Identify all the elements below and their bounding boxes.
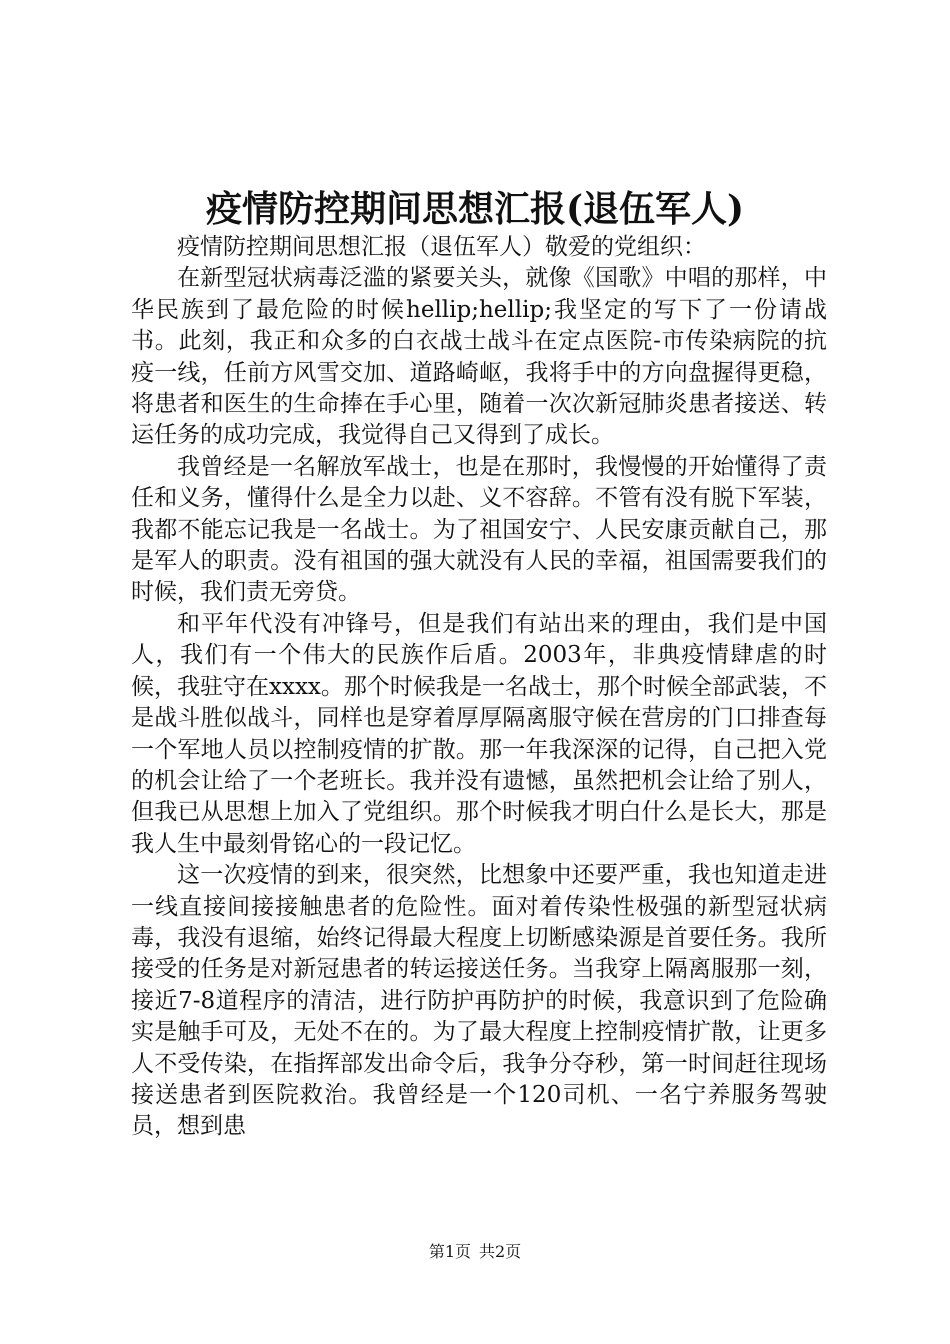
document-title: 疫情防控期间思想汇报(退伍军人) [205,188,745,230]
paragraph: 我曾经是一名解放军战士，也是在那时，我慢慢的开始懂得了责任和义务，懂得什么是全力以赴、义不容辞。不管有没有脱下军装，我都不能忘记我是一名战士。为了祖国安宁、人民安康贡献自己，那是军人的职责。没有祖国的强大就没有人民的幸福，祖国需要我们的时候，我们责无旁贷。 [131,453,827,606]
paragraph: 和平年代没有冲锋号，但是我们有站出来的理由，我们是中国人，我们有一个伟大的民族作后盾。2003年，非典疫情肆虐的时候，我驻守在xxxx。那个时候我是一名战士，那个时候全部武装，不是战斗胜似战斗，同样也是穿着厚厚隔离服守候在营房的门口排查每一个军地人员以控制疫情的扩散。那一年我深深的记得，自己把入党的机会让给了一个老班长。我并没有遗憾，虽然把机会让给了别人，但我已从思想上加入了党组织。那个时候我才明白什么是长大，那是我人生中最刻骨铭心的一段记忆。 [131,610,827,857]
page-total: 共2页 [479,1242,522,1261]
paragraph: 这一次疫情的到来，很突然，比想象中还要严重，我也知道走进一线直接间接接触患者的危险性。面对着传染性极强的新型冠状病毒，我没有退缩，始终记得最大程度上切断感染源是首要任务。我所接受的任务是对新冠患者的转运接送任务。当我穿上隔离服那一刻，接近7-8道程序的清洁，进行防护再防护的时候，我意识到了危险确实是触手可及，无处不在的。为了最大程度上控制疫情扩散，让更多人不受传染，在指挥部发出命令后，我争分夺秒，第一时间赶往现场接送患者到医院救治。我曾经是一个120司机、一名宁养服务驾驶员，想到患 [131,862,827,1140]
paragraph: 在新型冠状病毒泛滥的紧要关头，就像《国歌》中唱的那样，中华民族到了最危险的时候hellip;hellip;我坚定的写下了一份请战书。此刻，我正和众多的白衣战士战斗在定点医院-市传染病院的抗疫一线，任前方风雪交加、道路崎岖，我将手中的方向盘握得更稳，将患者和医生的生命捧在手心里，随着一次次新冠肺炎患者接送、转运任务的成功完成，我觉得自己又得到了成长。 [131,265,827,449]
page-footer [0,1241,950,1263]
document-body [131,232,827,1143]
page-number: 第1页 [428,1242,471,1261]
paragraph-salutation: 疫情防控期间思想汇报（退伍军人）敬爱的党组织： [177,234,706,260]
